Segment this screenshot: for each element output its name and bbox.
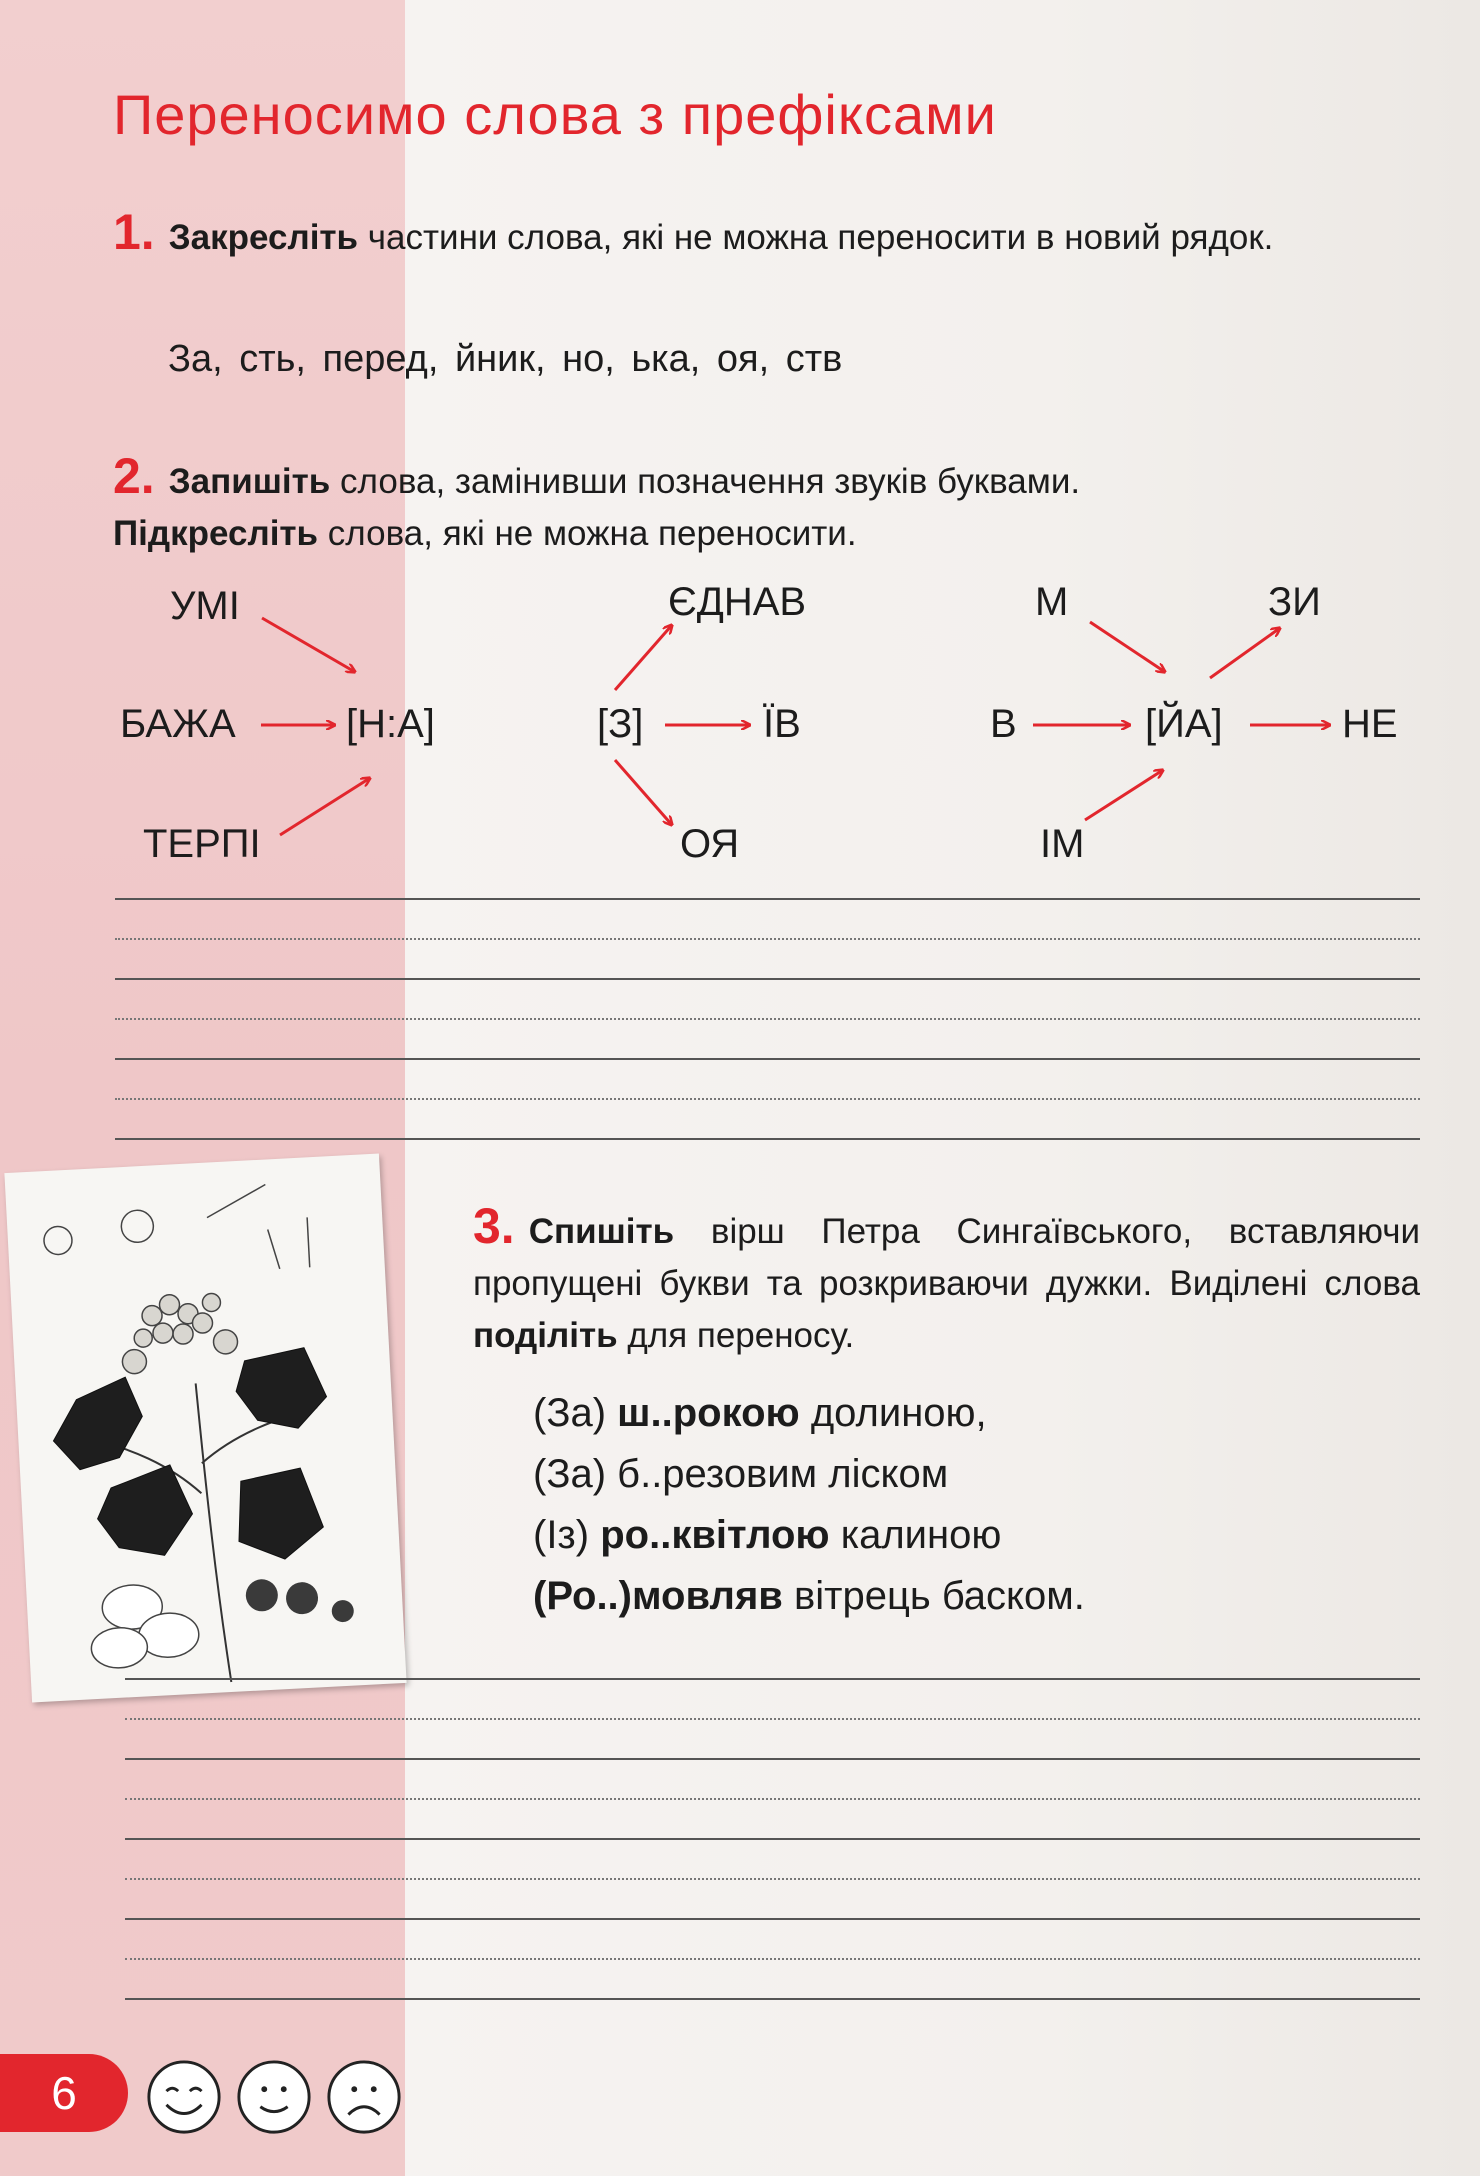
poem-line bbox=[533, 1566, 1085, 1627]
arrow-ya-zy bbox=[1210, 628, 1280, 678]
task-3-bold-2: поділіть bbox=[473, 1316, 618, 1355]
writing-line bbox=[115, 898, 1420, 900]
diagram-word-bazha: БАЖА bbox=[120, 702, 236, 746]
writing-line bbox=[125, 1998, 1420, 2000]
writing-line-dotted bbox=[125, 1878, 1420, 1880]
writing-line bbox=[125, 1758, 1420, 1760]
writing-line bbox=[125, 1838, 1420, 1840]
task-1-bold: Закресліть bbox=[168, 218, 359, 257]
diagram-word-yiv: ЇВ bbox=[763, 702, 801, 746]
writing-line bbox=[115, 1138, 1420, 1140]
task-3-text-1: вірш Петра Сингаївського, вставляючи пропущені букви та розкриваючи дужки. Виділені слова bbox=[473, 1212, 1420, 1303]
arrow-im bbox=[1085, 770, 1163, 820]
diagram-arrows bbox=[0, 0, 1480, 900]
task-2-text-1: слова, замінивши позначення звуків буквами. bbox=[330, 462, 1081, 501]
poem-prefix: (За) bbox=[533, 1452, 618, 1496]
task-2-number: 2. bbox=[113, 448, 155, 504]
task-1-words: За, сть, перед, йник, но, ька, оя, ств bbox=[168, 338, 843, 380]
arrow-umi bbox=[262, 618, 355, 672]
diagram-word-oya: ОЯ bbox=[680, 822, 740, 866]
task-2-bold-1: Запишіть bbox=[168, 462, 331, 501]
poem-line bbox=[533, 1444, 1085, 1505]
poem bbox=[533, 1383, 1085, 1627]
poem-rest: долиною, bbox=[799, 1391, 987, 1435]
viburnum-drawing-icon bbox=[4, 1154, 406, 1703]
arrow-terpi bbox=[280, 778, 370, 835]
poem-line bbox=[533, 1505, 1085, 1566]
arrow-z-oya bbox=[615, 760, 672, 825]
diagram-word-terpi: ТЕРПІ bbox=[143, 822, 261, 866]
diagram-center-z: [З] bbox=[597, 702, 644, 746]
poem-bold-word: ш..рокою bbox=[617, 1391, 800, 1435]
writing-line-dotted bbox=[125, 1718, 1420, 1720]
task-1-text: частини слова, які не можна переносити в новий рядок. bbox=[358, 218, 1274, 257]
task-1-number: 1. bbox=[113, 204, 155, 260]
poem-rest: вітрець баском. bbox=[782, 1574, 1085, 1618]
writing-line bbox=[115, 978, 1420, 980]
task-3-number: 3. bbox=[473, 1198, 515, 1254]
diagram-word-ne: НЕ bbox=[1342, 702, 1398, 746]
writing-line bbox=[115, 1058, 1420, 1060]
arrow-m bbox=[1090, 622, 1165, 672]
writing-line bbox=[125, 1918, 1420, 1920]
writing-line-dotted bbox=[115, 938, 1420, 940]
writing-line-dotted bbox=[125, 1798, 1420, 1800]
poem-rest: калиною bbox=[829, 1513, 1002, 1557]
diagram-center-na: [Н:А] bbox=[346, 702, 435, 746]
writing-line bbox=[125, 1678, 1420, 1680]
poem-rest: б..резовим ліском bbox=[617, 1452, 949, 1496]
happy-face-icon[interactable] bbox=[145, 2058, 223, 2136]
diagram-word-im: ІМ bbox=[1040, 822, 1085, 866]
viburnum-illustration bbox=[4, 1154, 406, 1703]
poem-bold-word: ро..квітлою bbox=[600, 1513, 830, 1557]
poem-bold-word: (Ро..)мовляв bbox=[533, 1574, 783, 1618]
arrow-z-yednav bbox=[615, 625, 672, 690]
poem-line bbox=[533, 1383, 1085, 1444]
diagram-word-m: М bbox=[1035, 580, 1069, 624]
neutral-face-icon[interactable] bbox=[235, 2058, 313, 2136]
task-2-text-2: слова, які не можна переносити. bbox=[318, 514, 857, 553]
writing-line-dotted bbox=[115, 1018, 1420, 1020]
task-3-bold-1: Спишіть bbox=[528, 1212, 675, 1251]
diagram-center-ya: [ЙА] bbox=[1145, 702, 1223, 746]
page-number: 6 bbox=[0, 2054, 128, 2132]
diagram-word-umi: УМІ bbox=[170, 584, 240, 628]
sad-face-icon[interactable] bbox=[325, 2058, 403, 2136]
task-3 bbox=[473, 1200, 1420, 1362]
poem-prefix: (Із) bbox=[533, 1513, 601, 1557]
diagram-word-v: В bbox=[990, 702, 1017, 746]
writing-line-dotted bbox=[115, 1098, 1420, 1100]
task-3-text-2: для переносу. bbox=[617, 1316, 855, 1355]
writing-line-dotted bbox=[125, 1958, 1420, 1960]
poem-prefix: (За) bbox=[533, 1391, 618, 1435]
diagram-word-yednav: ЄДНАВ bbox=[668, 580, 807, 624]
task-2-bold-2: Підкресліть bbox=[113, 514, 319, 553]
diagram-word-zy: ЗИ bbox=[1268, 580, 1321, 624]
page-title: Переносимо слова з префіксами bbox=[113, 83, 997, 146]
